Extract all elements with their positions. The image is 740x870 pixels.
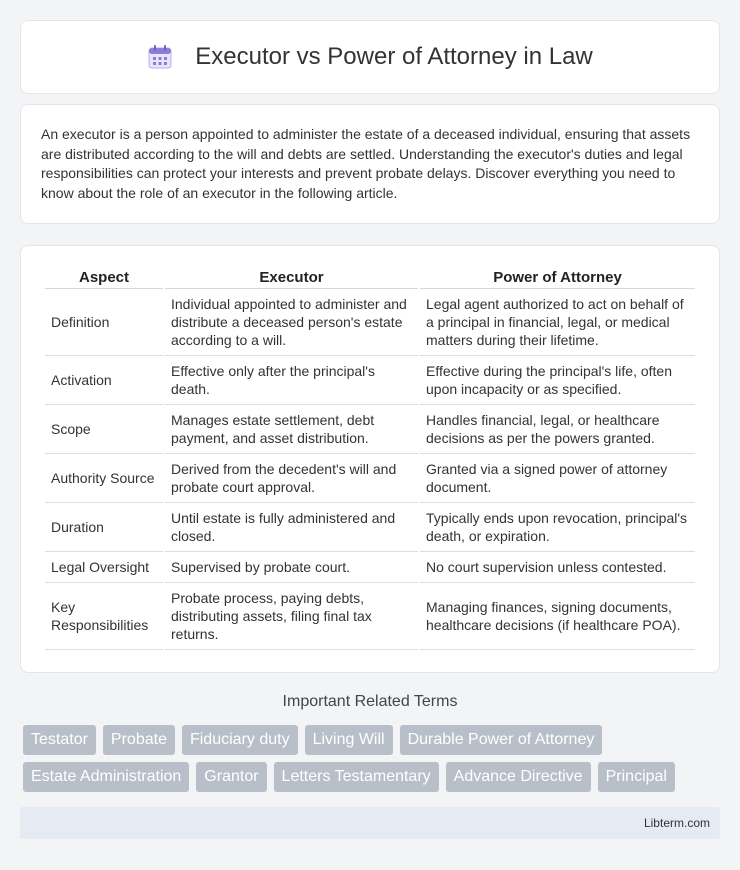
- row-executor: Individual appointed to administer and distribute a deceased person's estate according to a will.: [165, 289, 418, 356]
- row-poa: Typically ends upon revocation, principal's death, or expiration.: [420, 503, 695, 552]
- row-aspect: Duration: [45, 503, 163, 552]
- row-executor: Effective only after the principal's death.: [165, 356, 418, 405]
- related-terms: [23, 725, 723, 799]
- row-aspect: Activation: [45, 356, 163, 405]
- tag-living-will[interactable]: Living Will: [305, 725, 393, 755]
- related-terms-title: Important Related Terms: [282, 693, 458, 710]
- tag-probate[interactable]: Probate: [103, 725, 175, 755]
- calendar-icon: [147, 44, 173, 70]
- intro-text: An executor is a person appointed to administer the estate of a deceased individual, ensuring that assets are distributed according to the will and debts are settled. Understanding the executor's duties and legal responsibilities can protect your interests and prevent probate delays. Discover everything you need to know about the role of an executor in the following article.: [41, 126, 691, 201]
- footer: [20, 807, 720, 839]
- row-aspect: Scope: [45, 405, 163, 454]
- tag-durable-power-of-attorney[interactable]: Durable Power of Attorney: [400, 725, 603, 755]
- page-title: Executor vs Power of Attorney in Law: [195, 43, 593, 70]
- table-row: [45, 454, 695, 503]
- intro-card: [20, 104, 720, 224]
- comparison-card: [20, 245, 720, 673]
- row-executor: Supervised by probate court.: [165, 552, 418, 583]
- table-row: [45, 503, 695, 552]
- table-row: [45, 289, 695, 356]
- title-card: [20, 20, 720, 94]
- row-executor: Probate process, paying debts, distributing assets, filing final tax returns.: [165, 583, 418, 650]
- row-poa: Managing finances, signing documents, healthcare decisions (if healthcare POA).: [420, 583, 695, 650]
- row-poa: Handles financial, legal, or healthcare decisions as per the powers granted.: [420, 405, 695, 454]
- table-row: [45, 405, 695, 454]
- row-executor: Until estate is fully administered and closed.: [165, 503, 418, 552]
- header-aspect: Aspect: [45, 266, 163, 289]
- tag-estate-administration[interactable]: Estate Administration: [23, 762, 189, 792]
- row-poa: Effective during the principal's life, often upon incapacity or as specified.: [420, 356, 695, 405]
- row-poa: Legal agent authorized to act on behalf of a principal in financial, legal, or medical matters during their lifetime.: [420, 289, 695, 356]
- row-poa: No court supervision unless contested.: [420, 552, 695, 583]
- row-executor: Derived from the decedent's will and probate court approval.: [165, 454, 418, 503]
- table-header-row: [45, 266, 695, 289]
- row-poa: Granted via a signed power of attorney document.: [420, 454, 695, 503]
- tag-row: [23, 762, 723, 792]
- tag-testator[interactable]: Testator: [23, 725, 96, 755]
- tag-advance-directive[interactable]: Advance Directive: [446, 762, 591, 792]
- row-aspect: Key Responsibilities: [45, 583, 163, 650]
- tag-letters-testamentary[interactable]: Letters Testamentary: [274, 762, 439, 792]
- row-aspect: Definition: [45, 289, 163, 356]
- row-executor: Manages estate settlement, debt payment, and asset distribution.: [165, 405, 418, 454]
- row-aspect: Legal Oversight: [45, 552, 163, 583]
- tag-grantor[interactable]: Grantor: [196, 762, 266, 792]
- header-power-of-attorney: Power of Attorney: [420, 266, 695, 289]
- tag-row: [23, 725, 723, 755]
- comparison-table: [43, 266, 697, 650]
- footer-site-link[interactable]: Libterm.com: [643, 816, 710, 830]
- row-aspect: Authority Source: [45, 454, 163, 503]
- tag-principal[interactable]: Principal: [598, 762, 675, 792]
- header-executor: Executor: [165, 266, 418, 289]
- table-row: [45, 583, 695, 650]
- tag-fiduciary-duty[interactable]: Fiduciary duty: [182, 725, 298, 755]
- table-row: [45, 552, 695, 583]
- table-row: [45, 356, 695, 405]
